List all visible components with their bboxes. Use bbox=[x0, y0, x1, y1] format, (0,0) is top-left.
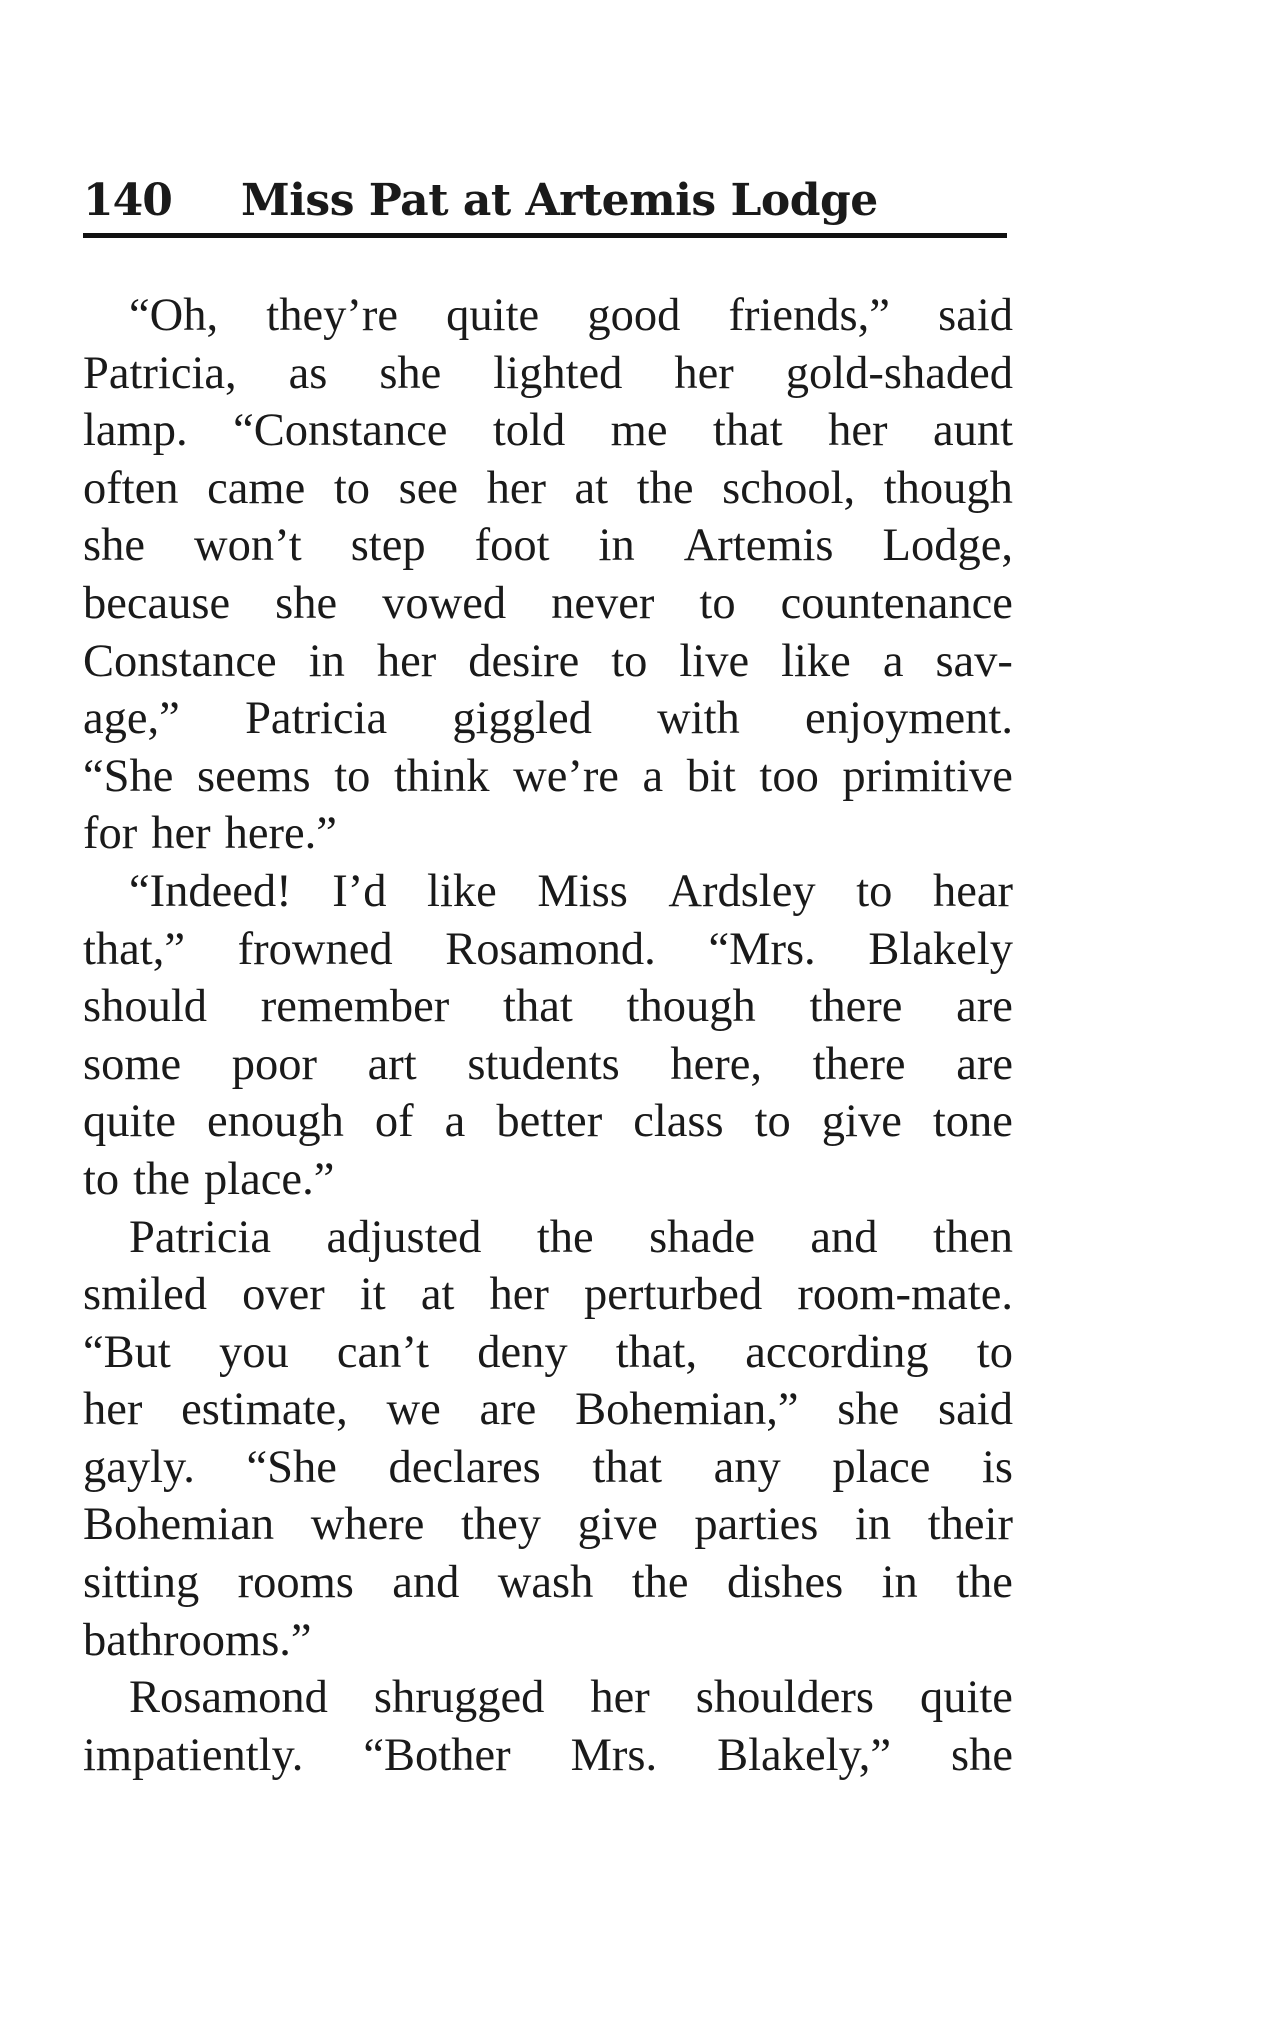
word: Patricia bbox=[245, 693, 388, 745]
word: won’t bbox=[194, 520, 302, 572]
word: here.” bbox=[224, 808, 337, 860]
word: better bbox=[496, 1096, 603, 1148]
word: perturbed bbox=[584, 1269, 763, 1321]
word: place bbox=[832, 1441, 931, 1493]
word: dishes bbox=[726, 1557, 844, 1609]
word: foot bbox=[474, 520, 550, 572]
word: told bbox=[492, 405, 566, 457]
word: shrugged bbox=[373, 1672, 545, 1724]
word: like bbox=[781, 635, 851, 687]
word: too bbox=[759, 750, 819, 802]
word: they’re bbox=[266, 290, 398, 341]
word: school, bbox=[722, 462, 856, 514]
word: with bbox=[657, 693, 740, 745]
word: Rosamond bbox=[129, 1672, 328, 1724]
word: remember bbox=[260, 981, 450, 1033]
word: frowned bbox=[237, 923, 393, 975]
word: age,” bbox=[83, 693, 180, 745]
word: adjusted bbox=[326, 1211, 482, 1263]
word: impatiently. bbox=[83, 1729, 304, 1781]
word: that bbox=[592, 1441, 663, 1493]
word: said bbox=[938, 1384, 1013, 1436]
word: at bbox=[574, 462, 609, 514]
word: she bbox=[951, 1729, 1013, 1781]
text-line bbox=[83, 575, 1013, 633]
word: like bbox=[427, 865, 497, 917]
word: the bbox=[956, 1557, 1013, 1609]
word: their bbox=[927, 1499, 1013, 1551]
word: gold-shaded bbox=[785, 347, 1013, 399]
word: her bbox=[376, 635, 437, 687]
word: friends,” bbox=[728, 290, 890, 341]
word: Blakely,” bbox=[717, 1729, 892, 1781]
word: where bbox=[310, 1499, 425, 1551]
word: sav- bbox=[935, 635, 1013, 687]
word: any bbox=[713, 1441, 781, 1493]
word: that,” bbox=[83, 923, 185, 975]
word: a bbox=[642, 750, 664, 802]
word: we bbox=[386, 1384, 441, 1436]
word: bathrooms.” bbox=[83, 1614, 312, 1666]
word: Miss bbox=[537, 865, 628, 917]
word: Lodge, bbox=[882, 520, 1013, 572]
text-line bbox=[83, 633, 1013, 691]
word: of bbox=[374, 1096, 414, 1148]
word: to bbox=[334, 750, 371, 802]
text-line bbox=[83, 1209, 1013, 1267]
word: though bbox=[883, 462, 1013, 514]
word: “She bbox=[246, 1441, 337, 1493]
word: the bbox=[631, 1557, 689, 1609]
word: her bbox=[151, 808, 211, 860]
word: students bbox=[467, 1038, 620, 1090]
word: Bohemian,” bbox=[575, 1384, 799, 1436]
word: deny bbox=[477, 1326, 568, 1378]
word: the bbox=[636, 462, 694, 514]
word: should bbox=[83, 981, 208, 1033]
text-line bbox=[83, 1266, 1013, 1324]
word: some bbox=[83, 1038, 182, 1090]
word: hear bbox=[932, 865, 1013, 917]
text-line bbox=[83, 1612, 1013, 1670]
body-text bbox=[83, 287, 1013, 1784]
word: her bbox=[486, 462, 546, 514]
word: came bbox=[207, 462, 306, 514]
word: “Constance bbox=[233, 405, 448, 457]
word: step bbox=[350, 520, 426, 572]
word: she bbox=[379, 347, 442, 399]
text-line bbox=[83, 748, 1013, 806]
word: that bbox=[712, 405, 783, 457]
word: tone bbox=[932, 1096, 1013, 1148]
word: there bbox=[812, 1038, 906, 1090]
word: lamp. bbox=[83, 405, 188, 457]
word: enjoyment. bbox=[805, 693, 1013, 745]
word: Patricia, bbox=[83, 347, 237, 399]
text-line bbox=[83, 287, 1013, 345]
word: give bbox=[577, 1499, 658, 1551]
text-line bbox=[83, 1381, 1013, 1439]
word: estimate, bbox=[181, 1384, 348, 1436]
word: to bbox=[83, 1153, 120, 1205]
word: quite bbox=[919, 1672, 1013, 1724]
word: aunt bbox=[932, 405, 1013, 457]
word: to bbox=[856, 865, 893, 917]
word: for bbox=[83, 808, 138, 860]
word: it bbox=[359, 1269, 386, 1321]
word: “Bother bbox=[363, 1729, 511, 1781]
word: sitting bbox=[83, 1557, 200, 1609]
text-line bbox=[83, 517, 1013, 575]
word: see bbox=[398, 462, 458, 514]
word: is bbox=[981, 1441, 1013, 1493]
word: to bbox=[611, 635, 648, 687]
text-line bbox=[83, 1439, 1013, 1497]
word: Blakely bbox=[868, 923, 1013, 975]
word: declares bbox=[388, 1441, 541, 1493]
word: are bbox=[956, 981, 1013, 1033]
word: quite bbox=[446, 290, 540, 341]
word: quite bbox=[83, 1096, 176, 1148]
word: as bbox=[288, 347, 328, 399]
word: bit bbox=[686, 750, 736, 802]
word: can’t bbox=[336, 1326, 430, 1378]
text-line bbox=[83, 805, 1013, 863]
word: her bbox=[828, 405, 888, 457]
header-rule bbox=[83, 233, 1007, 238]
word: Bohemian bbox=[83, 1499, 275, 1551]
word: over bbox=[242, 1269, 325, 1321]
running-title: Miss Pat at Artemis Lodge bbox=[241, 175, 878, 226]
word: countenance bbox=[780, 577, 1013, 629]
word: enough bbox=[207, 1096, 344, 1148]
text-line bbox=[83, 1036, 1013, 1094]
text-line bbox=[83, 921, 1013, 979]
word: gayly. bbox=[83, 1441, 195, 1493]
text-line bbox=[83, 402, 1013, 460]
word: in bbox=[854, 1499, 892, 1551]
text-line bbox=[83, 460, 1013, 518]
word: vowed bbox=[382, 577, 507, 629]
word: parties bbox=[694, 1499, 819, 1551]
word: never bbox=[551, 577, 655, 629]
word: then bbox=[932, 1211, 1013, 1263]
word: give bbox=[821, 1096, 902, 1148]
text-line bbox=[83, 863, 1013, 921]
word: to bbox=[333, 462, 370, 514]
word: live bbox=[679, 635, 750, 687]
word: her bbox=[590, 1672, 650, 1724]
word: art bbox=[367, 1038, 417, 1090]
text-line bbox=[83, 1496, 1013, 1554]
text-line bbox=[83, 345, 1013, 403]
word: giggled bbox=[452, 693, 592, 745]
word: desire bbox=[468, 635, 580, 687]
text-line bbox=[83, 1554, 1013, 1612]
word: though bbox=[626, 981, 756, 1033]
word: the bbox=[536, 1211, 594, 1263]
word: they bbox=[460, 1499, 542, 1551]
word: her bbox=[489, 1269, 549, 1321]
word: a bbox=[444, 1096, 466, 1148]
word: she bbox=[837, 1384, 900, 1436]
word: I’d bbox=[332, 865, 387, 917]
word: lighted bbox=[493, 347, 623, 399]
text-line bbox=[83, 1093, 1013, 1151]
word: and bbox=[392, 1557, 460, 1609]
word: wash bbox=[497, 1557, 594, 1609]
word: think bbox=[393, 750, 490, 802]
word: Mrs. bbox=[570, 1729, 658, 1781]
word: seems bbox=[196, 750, 311, 802]
text-line bbox=[83, 1669, 1013, 1727]
word: said bbox=[938, 290, 1013, 341]
text-line bbox=[83, 1151, 1013, 1209]
text-line bbox=[83, 1727, 1013, 1785]
word: “She bbox=[83, 750, 174, 802]
word: there bbox=[809, 981, 903, 1033]
word: good bbox=[587, 290, 681, 341]
word: that bbox=[503, 981, 573, 1033]
word: a bbox=[882, 635, 904, 687]
word: often bbox=[83, 462, 179, 514]
word: “But bbox=[83, 1326, 171, 1378]
word: room-mate. bbox=[797, 1269, 1013, 1321]
text-line bbox=[83, 690, 1013, 748]
word: in bbox=[308, 635, 345, 687]
word: “Indeed! bbox=[129, 865, 292, 917]
word: me bbox=[610, 405, 668, 457]
word: because bbox=[83, 577, 231, 629]
word: to bbox=[754, 1096, 791, 1148]
word: in bbox=[598, 520, 635, 572]
word: according bbox=[745, 1326, 929, 1378]
word: “Oh, bbox=[129, 290, 219, 341]
word: Ardsley bbox=[668, 865, 816, 917]
word: the bbox=[133, 1153, 190, 1205]
word: that, bbox=[615, 1326, 698, 1378]
word: place.” bbox=[203, 1153, 335, 1205]
word: to bbox=[976, 1326, 1013, 1378]
word: smiled bbox=[83, 1269, 207, 1321]
word: she bbox=[275, 577, 338, 629]
word: rooms bbox=[237, 1557, 354, 1609]
word: to bbox=[699, 577, 736, 629]
word: primitive bbox=[842, 750, 1013, 802]
page-number: 140 bbox=[83, 175, 172, 226]
word: she bbox=[83, 520, 145, 572]
word: Patricia bbox=[129, 1211, 272, 1263]
text-line bbox=[83, 978, 1013, 1036]
word: are bbox=[479, 1384, 537, 1436]
word: we’re bbox=[513, 750, 619, 802]
word: shoulders bbox=[695, 1672, 874, 1724]
text-line bbox=[83, 1324, 1013, 1382]
word: Constance bbox=[83, 635, 277, 687]
word: her bbox=[674, 347, 734, 399]
word: Artemis bbox=[683, 520, 834, 572]
word: and bbox=[810, 1211, 878, 1263]
word: shade bbox=[649, 1211, 755, 1263]
word: poor bbox=[231, 1038, 318, 1090]
word: here, bbox=[670, 1038, 763, 1090]
word: Rosamond. bbox=[445, 923, 656, 975]
word: in bbox=[881, 1557, 918, 1609]
word: are bbox=[956, 1038, 1013, 1090]
word: you bbox=[219, 1326, 289, 1378]
page-header bbox=[83, 170, 1013, 232]
word: “Mrs. bbox=[708, 923, 816, 975]
word: class bbox=[633, 1096, 724, 1148]
word: at bbox=[420, 1269, 455, 1321]
word: her bbox=[83, 1384, 143, 1436]
